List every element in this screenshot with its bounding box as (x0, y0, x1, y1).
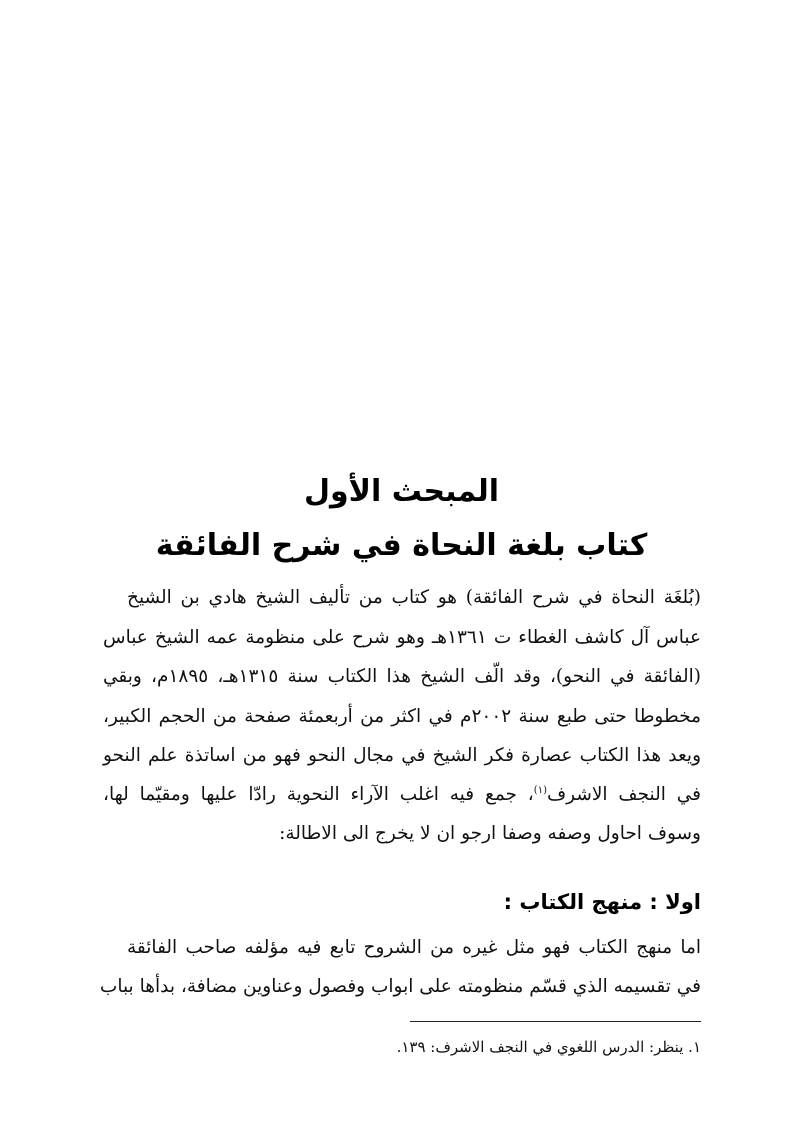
paragraph-line: (بُلغَة النحاة في شرح الفائقة) هو كتاب من تأليف الشيخ هادي بن الشيخ (127, 587, 701, 608)
paragraph-text: ، جمع فيه اغلب الآراء النحوية رادّا عليها ومقيّما لها، (103, 784, 534, 805)
paragraph-line: (الفائقة في النحو)، وقد الّف الشيخ هذا الكتاب سنة ١٣١٥هـ، ١٨٩٥م، وبقي (103, 666, 702, 687)
section-heading: اولا : منهج الكتاب : (503, 890, 701, 914)
chapter-subheading: كتاب بلغة النحاة في شرح الفائقة (155, 528, 648, 563)
footnote: ١. ينظر: الدرس اللغوي في النجف الاشرف: ١٣٩. (396, 1038, 701, 1056)
footnote-separator (410, 1021, 701, 1022)
paragraph-line: وسوف احاول وصفه وصفا ارجو ان لا يخرج الى الاطالة: (279, 823, 701, 844)
paragraph-line: ويعد هذا الكتاب عصارة فكر الشيخ في مجال النحو فهو من اساتذة علم النحو (103, 745, 701, 766)
paragraph-line: عباس آل كاشف الغطاء ت ١٣٦١هـ وهو شرح على منظومة عمه الشيخ عباس (103, 627, 701, 648)
paragraph-line: مخطوطا حتى طبع سنة ٢٠٠٢م في اكثر من أربعمئة صفحة من الحجم الكبير، (103, 706, 701, 727)
chapter-heading: المبحث الأول (303, 474, 500, 509)
paragraph-line: اما منهج الكتاب فهو مثل غيره من الشروح تابع فيه مؤلفه صاحب الفائقة (127, 937, 701, 958)
footnote-reference: (١) (533, 784, 547, 796)
paragraph-line: في تقسيمه الذي قسّم منظومته على ابواب وفصول وعناوين مضافة، بدأها بباب (99, 976, 701, 997)
paragraph-line (103, 782, 701, 808)
paragraph-text: في النجف الاشرف (546, 784, 701, 805)
